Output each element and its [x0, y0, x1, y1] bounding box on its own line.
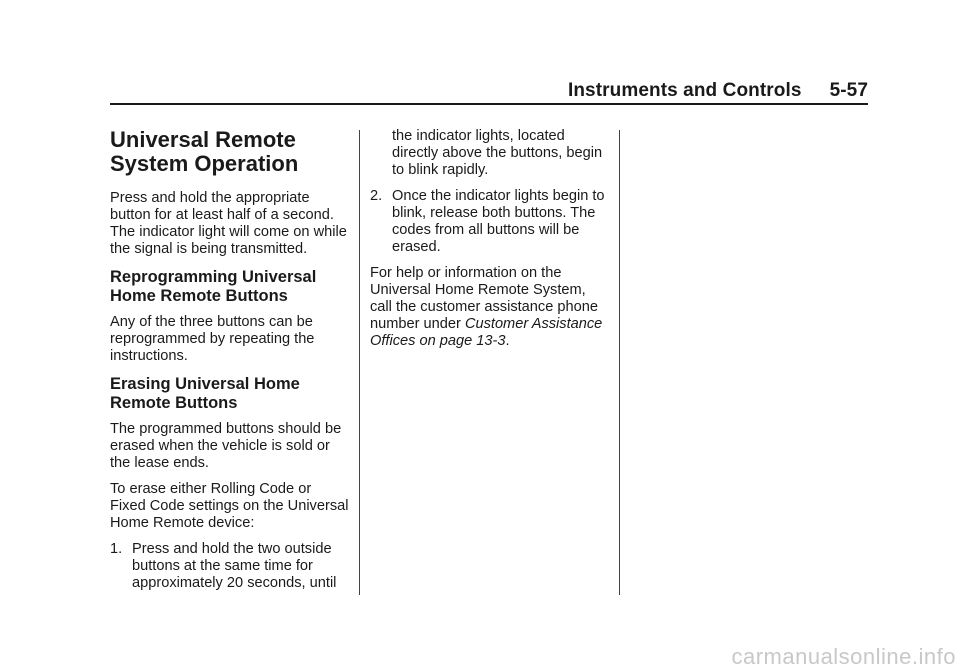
help-end: . — [505, 333, 510, 349]
header-rule — [110, 103, 868, 105]
header-title — [568, 80, 868, 102]
reprogramming-heading: Reprogramming Universal Home Remote Buttons — [110, 268, 317, 305]
step-1 — [110, 541, 350, 592]
column-divider-1 — [359, 130, 360, 595]
section-title: Instruments and Controls — [567, 80, 802, 101]
erasing-heading: Erasing Universal Home Remote Buttons — [110, 375, 300, 412]
help-text: For help or information on the Universal Home Remote System, call the customer assistance phone number under — [370, 265, 598, 332]
erasing-paragraph-1: The programmed buttons should be erased when the vehicle is sold or the lease ends. — [110, 421, 342, 471]
step-1-text: Press and hold the two outside buttons at the same time for approximately 20 seconds, until — [132, 541, 337, 591]
step-1-continued: the indicator lights, located directly above the buttons, begin to blink rapidly. — [392, 128, 603, 178]
erasing-paragraph-2: To erase either Rolling Code or Fixed Code settings on the Universal Home Remote device: — [110, 481, 349, 531]
page-header — [110, 78, 868, 108]
page-number: 5-57 — [829, 80, 868, 101]
step-2-number: 2. — [370, 188, 383, 204]
step-1-number: 1. — [110, 541, 123, 557]
step-2 — [370, 188, 610, 256]
main-heading: Universal Remote System Operation — [110, 127, 299, 176]
reprogramming-paragraph: Any of the three buttons can be reprogrammed by repeating the instructions. — [110, 314, 315, 364]
column-middle — [370, 128, 610, 359]
help-reference-link[interactable]: Customer Assistance Offices on page 13-3 — [370, 316, 603, 349]
operation-paragraph: Press and hold the appropriate button for at least half of a second. The indicator light will come on while the signal is being transmitted. — [110, 190, 347, 257]
help-paragraph — [370, 265, 610, 350]
column-divider-2 — [619, 130, 620, 595]
watermark: carmanualsonline.info — [731, 644, 956, 669]
step-2-text: Once the indicator lights begin to blink, release both buttons. The codes from all buttons will be erased. — [392, 188, 605, 255]
column-left — [110, 128, 350, 601]
